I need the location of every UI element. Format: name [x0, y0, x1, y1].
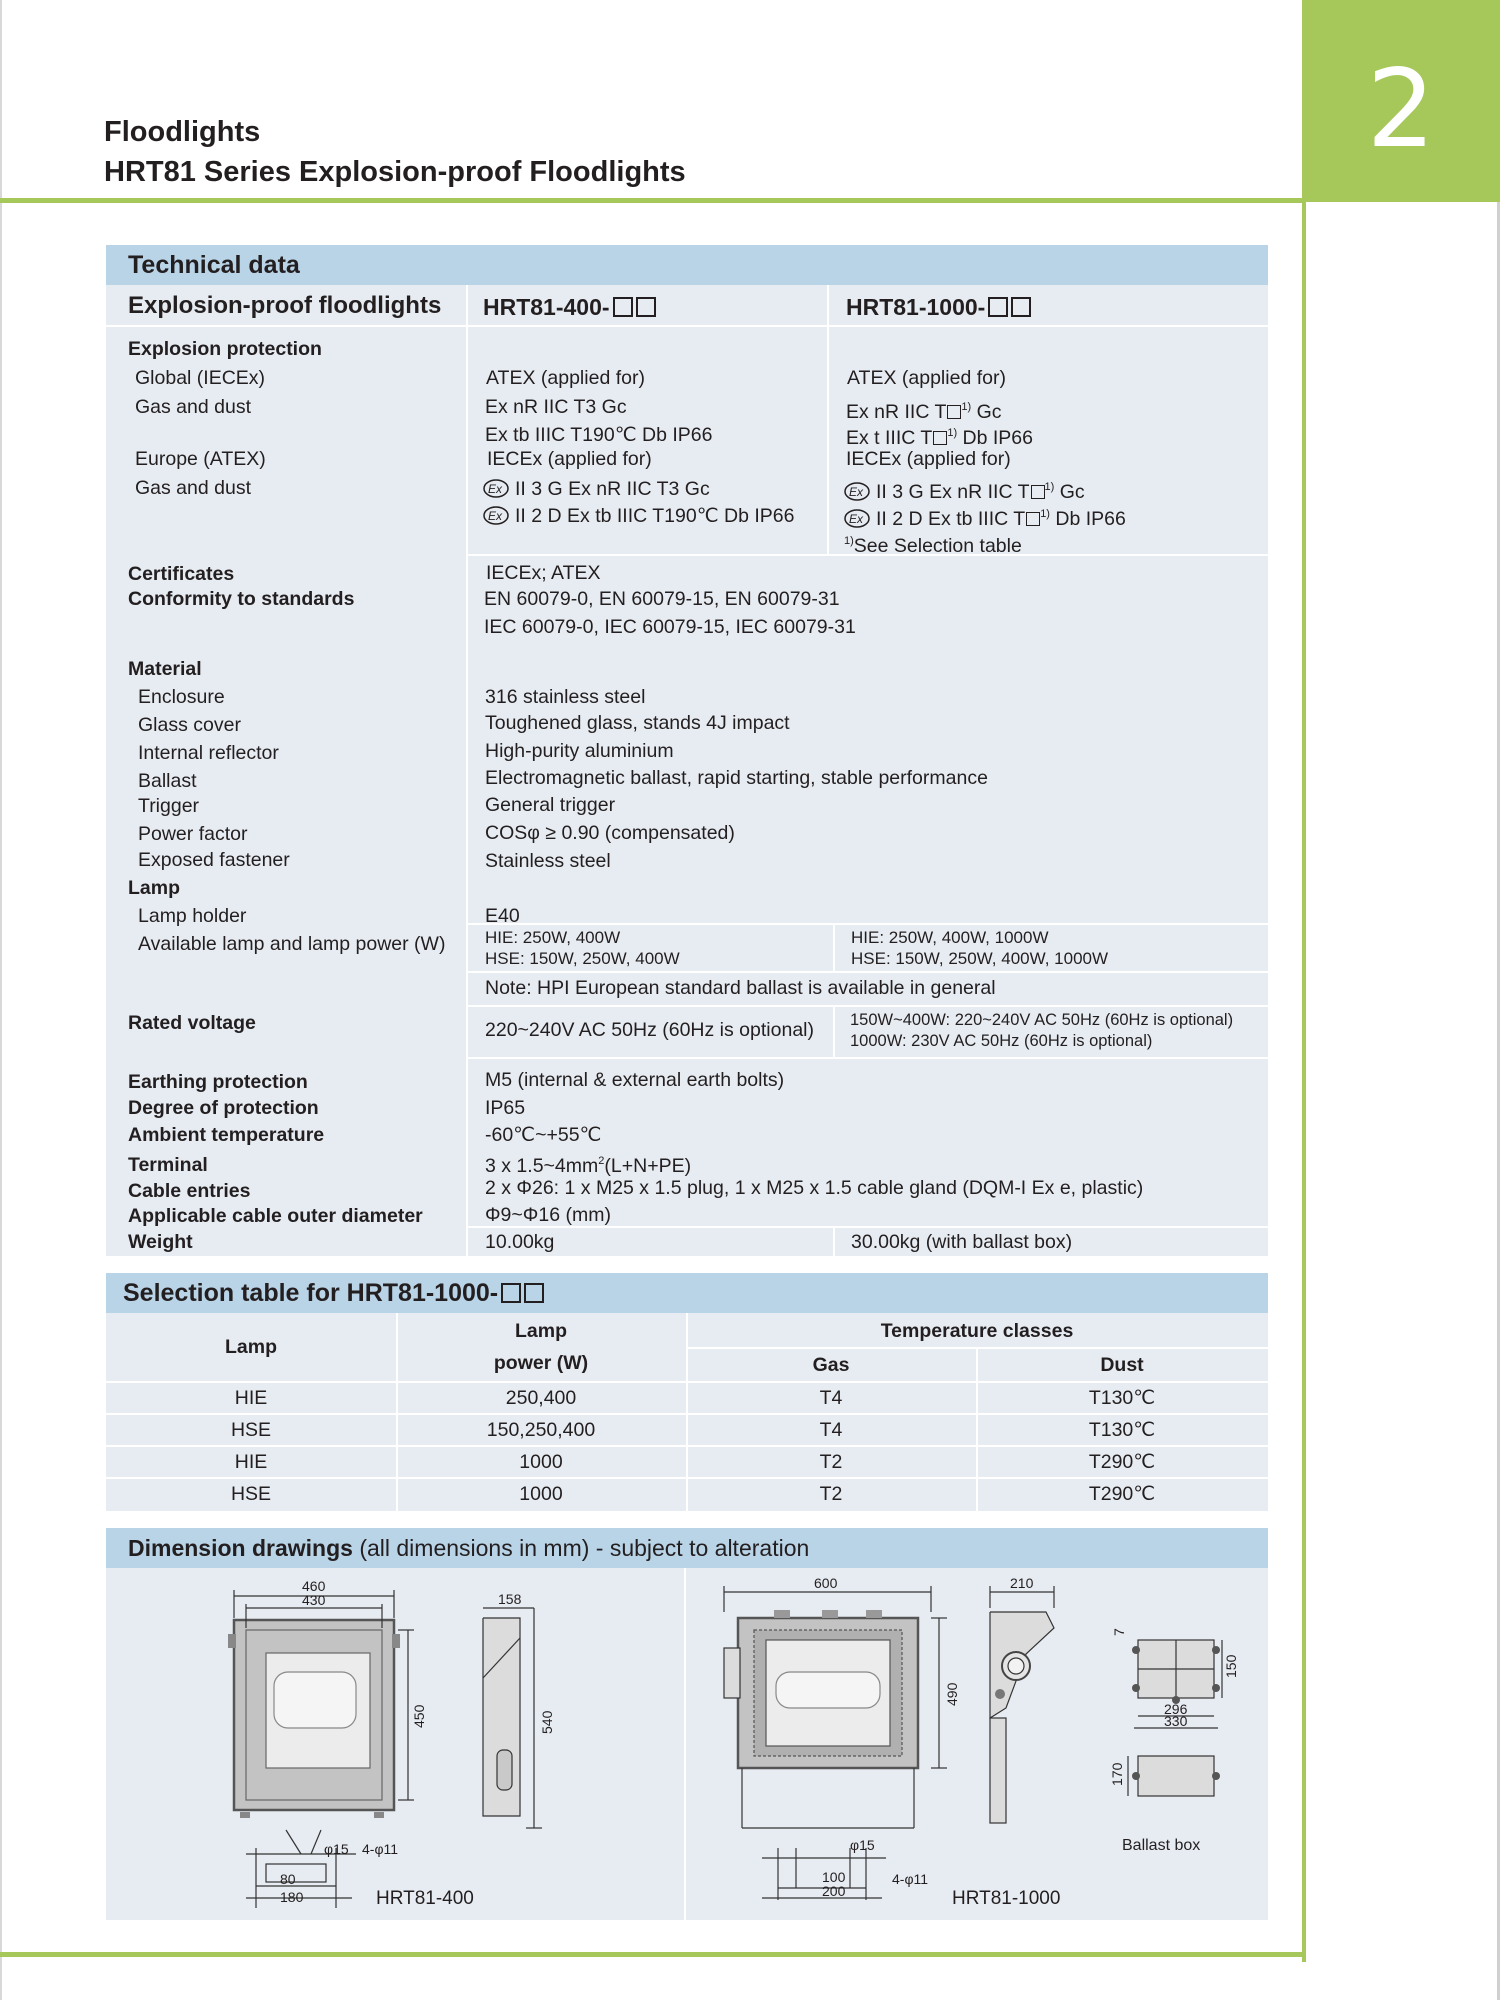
page-title	[104, 112, 686, 192]
option-box	[636, 297, 656, 317]
model-b-name: HRT81-1000-	[846, 294, 986, 320]
svg-text:Ex: Ex	[849, 512, 864, 526]
technical-data-header	[106, 245, 1268, 285]
col-header: Explosion-proof floodlights	[128, 292, 442, 319]
label-exposed-fastener: Exposed fastener	[138, 849, 290, 871]
hrt400-side-view	[483, 1608, 542, 1828]
ballast-dim-w1: 296	[1164, 1701, 1188, 1717]
table-rule	[833, 1226, 835, 1256]
b-atex-applied: ATEX (applied for)	[847, 367, 1006, 389]
value-terminal-pre: 3 x 1.5~4mm	[485, 1155, 599, 1177]
a-atex-applied: ATEX (applied for)	[486, 367, 645, 389]
value-terminal-post: (L+N+PE)	[604, 1155, 692, 1177]
chapter-tab	[1302, 0, 1500, 202]
ex-mark-icon	[844, 482, 870, 501]
label-power-factor: Power factor	[138, 823, 248, 845]
value-ambient: -60℃~+55℃	[485, 1124, 602, 1146]
selection-title	[123, 1279, 544, 1307]
value-exposed-fastener: Stainless steel	[485, 850, 611, 872]
hrt400-dim-base-inner: 80	[280, 1871, 296, 1887]
page-title-line2: HRT81 Series Explosion-proof Floodlights	[104, 156, 686, 188]
hrt1000-label: HRT81-1000	[952, 1888, 1061, 1909]
label-weight: Weight	[128, 1231, 193, 1253]
table-rule	[466, 285, 468, 1256]
hrt1000-dim-base-outer: 200	[822, 1883, 846, 1899]
hrt400-dim-side-w: 158	[498, 1591, 522, 1607]
hrt400-dim-holes: 4-φ11	[362, 1841, 399, 1857]
row-gas: T2	[819, 1483, 843, 1505]
ballast-dim-h1: 150	[1223, 1654, 1239, 1678]
value-lamp-holder: E40	[485, 905, 520, 927]
b-ex-nr-post: Gc	[976, 401, 1002, 423]
value-lamp-b-hse: HSE: 150W, 250W, 400W, 1000W	[851, 949, 1109, 968]
header-lamp: Lamp	[224, 1336, 277, 1358]
selection-table-header	[106, 1273, 1268, 1313]
green-vertical-rule	[1302, 202, 1306, 1962]
hrt400-label: HRT81-400	[376, 1888, 474, 1909]
footnote-mark: 1)	[1040, 508, 1050, 520]
temp-class-box	[933, 431, 947, 445]
page-left-edge	[0, 0, 2, 2000]
b-ex-t	[846, 421, 1033, 450]
row-dust: T290℃	[1088, 1451, 1156, 1473]
dimension-drawings-panel	[106, 1568, 1268, 1920]
hrt400-front-view	[228, 1590, 414, 1818]
header-power-line2: power (W)	[493, 1352, 589, 1374]
a-ii3g-text: II 3 G Ex nR IIC T3 Gc	[515, 478, 710, 500]
hrt400-dim-hole: φ15	[324, 1841, 349, 1857]
label-lamp-holder: Lamp holder	[138, 905, 247, 927]
footnote-mark: 1)	[844, 535, 854, 547]
label-material: Material	[128, 658, 202, 680]
row-power: 150,250,400	[486, 1419, 596, 1441]
svg-text:Ex: Ex	[488, 509, 503, 523]
row-lamp: HIE	[234, 1451, 268, 1473]
svg-text:Ex: Ex	[849, 485, 864, 499]
label-glass-cover: Glass cover	[138, 714, 241, 736]
table-rule	[833, 1005, 835, 1057]
hrt1000-dim-side-w: 210	[1010, 1575, 1034, 1591]
footnote-mark: 1)	[961, 401, 972, 413]
hrt1000-front-view	[724, 1586, 947, 1828]
label-available-lamp: Available lamp and lamp power (W)	[138, 933, 446, 955]
value-weight-b: 30.00kg (with ballast box)	[851, 1231, 1073, 1253]
b-ii2d-post: Db IP66	[1055, 508, 1126, 530]
value-power-factor: COSφ ≥ 0.90 (compensated)	[485, 822, 735, 844]
page-title-line1: Floodlights	[104, 116, 261, 148]
technical-data-panel	[106, 285, 1268, 1256]
value-voltage-a: 220~240V AC 50Hz (60Hz is optional)	[485, 1019, 814, 1041]
label-ballast: Ballast	[138, 770, 197, 792]
dimension-drawings	[106, 1568, 1268, 1920]
selection-title-text: Selection table for HRT81-1000-	[123, 1279, 499, 1307]
temp-class-box	[1031, 485, 1045, 499]
dimension-title-bold: Dimension drawings	[128, 1535, 353, 1561]
label-conformity: Conformity to standards	[128, 588, 355, 610]
dimension-drawings-header	[106, 1528, 1268, 1568]
table-rule	[833, 923, 835, 971]
selection-table	[106, 1313, 1268, 1511]
b-ii2d	[844, 502, 1126, 531]
header-temperature-classes: Temperature classes	[880, 1320, 1074, 1342]
table-rule	[827, 285, 829, 554]
option-box	[1011, 297, 1031, 317]
table-rule	[466, 1057, 1268, 1059]
ballast-dim-small: 7	[1111, 1628, 1127, 1636]
b-ii2d-pre: II 2 D Ex tb IIIC T	[876, 508, 1026, 530]
a-iecex-applied: IECEx (applied for)	[487, 448, 652, 470]
value-weight-a: 10.00kg	[485, 1231, 555, 1253]
hrt400-dim-w-inner: 430	[302, 1592, 326, 1608]
row-power: 1000	[519, 1483, 563, 1505]
header-power-line1: Lamp	[514, 1320, 567, 1342]
label-trigger: Trigger	[138, 795, 200, 817]
model-a-header	[483, 293, 656, 321]
hrt1000-dim-h: 490	[944, 1682, 960, 1706]
ballast-dim-w2: 330	[1164, 1713, 1188, 1729]
a-ii3g	[483, 477, 710, 501]
label-lamp: Lamp	[128, 877, 181, 899]
row-lamp: HIE	[234, 1387, 268, 1409]
label-gas-dust: Gas and dust	[135, 396, 251, 418]
option-box	[613, 297, 633, 317]
label-certificates: Certificates	[128, 563, 235, 585]
table-rule	[466, 923, 1268, 925]
table-rule	[466, 1005, 1268, 1007]
ex-mark-icon	[483, 506, 509, 525]
header-gas: Gas	[812, 1354, 850, 1376]
label-europe: Europe (ATEX)	[135, 448, 266, 470]
label-enclosure: Enclosure	[138, 686, 225, 708]
hrt1000-dim-base-inner: 100	[822, 1869, 846, 1885]
value-voltage-b1: 150W~400W: 220~240V AC 50Hz (60Hz is optional)	[850, 1011, 1234, 1029]
ballast-dim-h2: 170	[1109, 1762, 1125, 1786]
hrt1000-side-view	[990, 1586, 1054, 1823]
value-cable-diameter: Φ9~Φ16 (mm)	[485, 1204, 611, 1226]
svg-text:Ex: Ex	[488, 482, 503, 496]
label-explosion-protection: Explosion protection	[128, 338, 322, 360]
label-internal-reflector: Internal reflector	[138, 742, 279, 764]
b-ii3g-pre: II 3 G Ex nR IIC T	[876, 481, 1030, 503]
dimension-title-rest: (all dimensions in mm) - subject to alteration	[352, 1535, 810, 1561]
row-power: 250,400	[505, 1387, 577, 1409]
dimension-title	[128, 1535, 809, 1561]
a-ex-nr: Ex nR IIC T3 Gc	[485, 396, 627, 418]
value-standards-en: EN 60079-0, EN 60079-15, EN 60079-31	[484, 588, 840, 610]
row-dust: T130℃	[1088, 1387, 1156, 1409]
label-earthing: Earthing protection	[128, 1071, 308, 1093]
footnote-mark: 1)	[947, 427, 958, 439]
option-box	[988, 297, 1008, 317]
a-ii2d	[483, 504, 795, 528]
label-ambient: Ambient temperature	[128, 1124, 325, 1146]
table-rule	[466, 971, 1268, 973]
b-iecex-applied: IECEx (applied for)	[846, 448, 1011, 470]
b-ex-nr	[846, 395, 1002, 424]
ex-mark-icon	[483, 479, 509, 498]
label-cable-entries: Cable entries	[128, 1180, 251, 1202]
model-a-name: HRT81-400-	[483, 294, 610, 320]
row-lamp: HSE	[230, 1419, 272, 1441]
technical-data-title: Technical data	[128, 251, 300, 279]
footnote-mark: 1)	[1044, 481, 1055, 493]
hrt1000-dim-holes: 4-φ11	[892, 1871, 929, 1887]
row-power: 1000	[519, 1451, 563, 1473]
hrt400-dim-w-outer: 460	[302, 1578, 326, 1594]
b-ii3g	[844, 475, 1085, 504]
value-terminal	[485, 1149, 691, 1178]
value-degree: IP65	[485, 1097, 526, 1119]
label-cable-diameter: Applicable cable outer diameter	[128, 1205, 423, 1227]
value-trigger: General trigger	[485, 794, 616, 816]
hrt400-dim-base-outer: 180	[280, 1889, 304, 1905]
label-rated-voltage: Rated voltage	[128, 1012, 256, 1034]
value-enclosure: 316 stainless steel	[485, 686, 646, 708]
row-lamp: HSE	[230, 1483, 272, 1505]
value-standards-iec: IEC 60079-0, IEC 60079-15, IEC 60079-31	[484, 616, 856, 638]
value-ballast: Electromagnetic ballast, rapid starting, stable performance	[485, 767, 988, 789]
hrt400-dim-h: 450	[411, 1704, 427, 1728]
temp-class-box	[947, 405, 961, 419]
b-ex-nr-pre: Ex nR IIC T	[846, 401, 947, 423]
row-gas: T2	[819, 1451, 843, 1473]
value-glass-cover: Toughened glass, stands 4J impact	[485, 712, 790, 734]
label-degree: Degree of protection	[128, 1097, 319, 1119]
ballast-label: Ballast box	[1122, 1837, 1201, 1854]
hrt1000-dim-w: 600	[814, 1575, 838, 1591]
value-voltage-b2: 1000W: 230V AC 50Hz (60Hz is optional)	[850, 1032, 1153, 1050]
b-ex-t-pre: Ex t IIIC T	[846, 427, 933, 449]
value-terminal-sup: 2	[598, 1155, 605, 1167]
chapter-number: 2	[1366, 47, 1436, 172]
label-terminal: Terminal	[128, 1154, 208, 1176]
option-box	[524, 1283, 544, 1303]
label-gas-dust: Gas and dust	[135, 477, 251, 499]
green-footer-rule	[0, 1952, 1306, 1957]
model-b-header	[846, 293, 1031, 321]
b-see-selection	[844, 529, 1022, 558]
option-box	[501, 1283, 521, 1303]
value-lamp-a-hse: HSE: 150W, 250W, 400W	[485, 949, 680, 968]
row-gas: T4	[819, 1387, 843, 1409]
a-ex-tb: Ex tb IIIC T190℃ Db IP66	[485, 424, 713, 446]
green-header-rule	[0, 198, 1304, 203]
a-ii2d-text: II 2 D Ex tb IIIC T190℃ Db IP66	[515, 505, 795, 527]
ex-mark-icon	[844, 509, 870, 528]
hrt400-dim-side-h: 540	[539, 1710, 555, 1734]
row-gas: T4	[819, 1419, 843, 1441]
value-note: Note: HPI European standard ballast is available in general	[485, 977, 996, 999]
row-dust: T130℃	[1088, 1419, 1156, 1441]
value-internal-reflector: High-purity aluminium	[485, 740, 674, 762]
value-cable-entries: 2 x Φ26: 1 x M25 x 1.5 plug, 1 x M25 x 1.5 cable gland (DQM-I Ex e, plastic)	[485, 1177, 1144, 1199]
temp-class-box	[1026, 512, 1040, 526]
table-rule	[106, 325, 1268, 327]
row-dust: T290℃	[1088, 1483, 1156, 1505]
header-dust: Dust	[1100, 1354, 1144, 1376]
b-ex-t-post: Db IP66	[962, 427, 1033, 449]
hrt1000-dim-hole: φ15	[850, 1837, 875, 1853]
b-see-selection-text: See Selection table	[853, 535, 1022, 557]
value-lamp-a-hie: HIE: 250W, 400W	[485, 928, 621, 947]
b-ii3g-post: Gc	[1059, 481, 1085, 503]
value-earthing: M5 (internal & external earth bolts)	[485, 1069, 785, 1091]
value-lamp-b-hie: HIE: 250W, 400W, 1000W	[851, 928, 1049, 947]
value-certificates: IECEx; ATEX	[486, 562, 601, 584]
label-global: Global (IECEx)	[135, 367, 266, 389]
